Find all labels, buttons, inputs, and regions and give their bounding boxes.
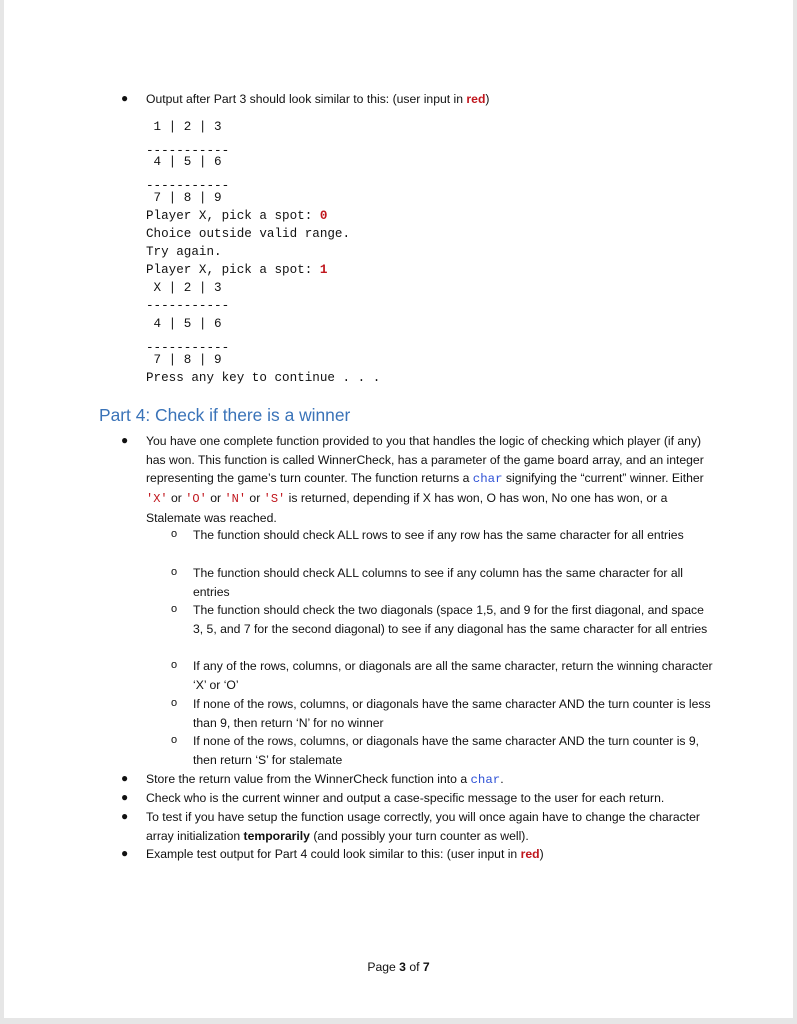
prompt-line xyxy=(146,261,327,279)
sub-bullet-icon: o xyxy=(171,659,178,671)
text: or xyxy=(167,491,186,506)
board-separator: ----------- xyxy=(146,144,230,158)
sub-bullet-icon: o xyxy=(171,528,178,540)
board-row: 1 | 2 | 3 xyxy=(146,120,222,134)
board-row: 7 | 8 | 9 xyxy=(146,191,222,205)
board-row: X | 2 | 3 xyxy=(146,281,222,295)
user-input: 0 xyxy=(319,209,328,223)
sub-bullet-icon: o xyxy=(171,603,178,615)
text: or xyxy=(206,491,225,506)
text: (and possibly your turn counter as well). xyxy=(309,828,529,843)
sub-item: If any of the rows, columns, or diagonals are all the same character, return the winning character ‘X’ or ‘O’ xyxy=(193,659,713,692)
bullet-icon: ● xyxy=(121,91,129,105)
bullet-test xyxy=(146,808,716,845)
intro-red: red xyxy=(466,92,486,106)
char-literal: 'X' xyxy=(146,492,168,507)
text: is returned, depending if X has won, O has won, No one has won, or a Stalemate was reached. xyxy=(146,491,668,525)
board-separator: ----------- xyxy=(146,299,230,313)
error-line: Choice outside valid range. xyxy=(146,227,351,241)
bullet-icon: ● xyxy=(121,771,129,785)
sub-bullet-icon: o xyxy=(171,566,178,578)
user-input: 1 xyxy=(319,263,328,277)
sub-item: If none of the rows, columns, or diagonals have the same character AND the turn counter is less than 9, then return ‘N’ for no winner xyxy=(193,697,711,730)
bullet-icon: ● xyxy=(121,846,129,860)
text: Example test output for Part 4 could look similar to this: (user input in xyxy=(146,847,521,861)
sub-item: If none of the rows, columns, or diagonals have the same character AND the turn counter is 9, then return ‘S’ for stalemate xyxy=(193,734,700,767)
page-total: 7 xyxy=(422,960,430,974)
intro-end: ) xyxy=(485,92,490,106)
bullet-icon: ● xyxy=(121,790,129,804)
sub-item: The function should check ALL rows to see if any row has the same character for all entries xyxy=(193,528,684,542)
char-keyword: char xyxy=(470,773,501,787)
char-literal: 'N' xyxy=(224,492,247,507)
text: . xyxy=(500,772,504,786)
press-key-line: Press any key to continue . . . xyxy=(146,371,381,385)
char-literal: 'O' xyxy=(185,492,207,507)
text: signifying the “current” winner. Either xyxy=(502,471,704,486)
text: Store the return value from the WinnerCheck function into a xyxy=(146,772,471,786)
board-row: 4 | 5 | 6 xyxy=(146,155,222,169)
footer-text: Page xyxy=(367,960,400,974)
sub-bullet-icon: o xyxy=(171,734,178,746)
board-row: 7 | 8 | 9 xyxy=(146,353,222,367)
bullet-check: Check who is the current winner and output a case-specific message to the user for each return. xyxy=(146,791,665,805)
page-current: 3 xyxy=(399,960,406,974)
footer-text: of xyxy=(405,960,423,974)
text: You have one complete function provided to you that handles the logic of checking which player (if any) has won. This function is called WinnerCheck, has a parameter of the game board array, and an integer representing the game’s turn counter. The function returns a xyxy=(146,434,704,486)
prompt-line xyxy=(146,207,327,225)
bold-text: temporarily xyxy=(243,828,310,843)
page-footer xyxy=(0,960,797,974)
board-row: 4 | 5 | 6 xyxy=(146,317,222,331)
char-literal: 'S' xyxy=(263,492,286,507)
text: To test if you have setup the function usage correctly, you will once again have to change the character array initialization xyxy=(146,810,700,843)
sub-bullet-icon: o xyxy=(171,697,178,709)
prompt-text: Player X, pick a spot: xyxy=(146,209,320,223)
bullet-icon: ● xyxy=(121,809,129,823)
board-separator: ----------- xyxy=(146,179,230,193)
part3-intro xyxy=(146,90,716,109)
error-line: Try again. xyxy=(146,245,222,259)
bullet-winnercheck xyxy=(146,432,716,528)
sub-item: The function should check ALL columns to see if any column has the same character for all entries xyxy=(193,566,684,599)
page-edge-right xyxy=(793,0,797,1024)
prompt-text: Player X, pick a spot: xyxy=(146,263,320,277)
board-separator: ----------- xyxy=(146,341,230,355)
section-heading: Part 4: Check if there is a winner xyxy=(99,405,351,425)
bullet-icon: ● xyxy=(121,433,129,447)
page-edge-left xyxy=(0,0,4,1024)
bullet-example xyxy=(146,845,716,864)
bullet-store xyxy=(146,770,716,790)
intro-text: Output after Part 3 should look similar to this: (user input in xyxy=(146,92,467,106)
red-text: red xyxy=(520,847,540,861)
text: ) xyxy=(539,847,544,861)
sub-item: The function should check the two diagonals (space 1,5, and 9 for the first diagonal, and space 3, 5, and 7 for the second diagonal) to see if any diagonal has the same character for all entries xyxy=(193,603,708,636)
text: or xyxy=(246,491,264,506)
page-edge-bottom xyxy=(0,1018,797,1024)
char-keyword: char xyxy=(472,472,503,487)
